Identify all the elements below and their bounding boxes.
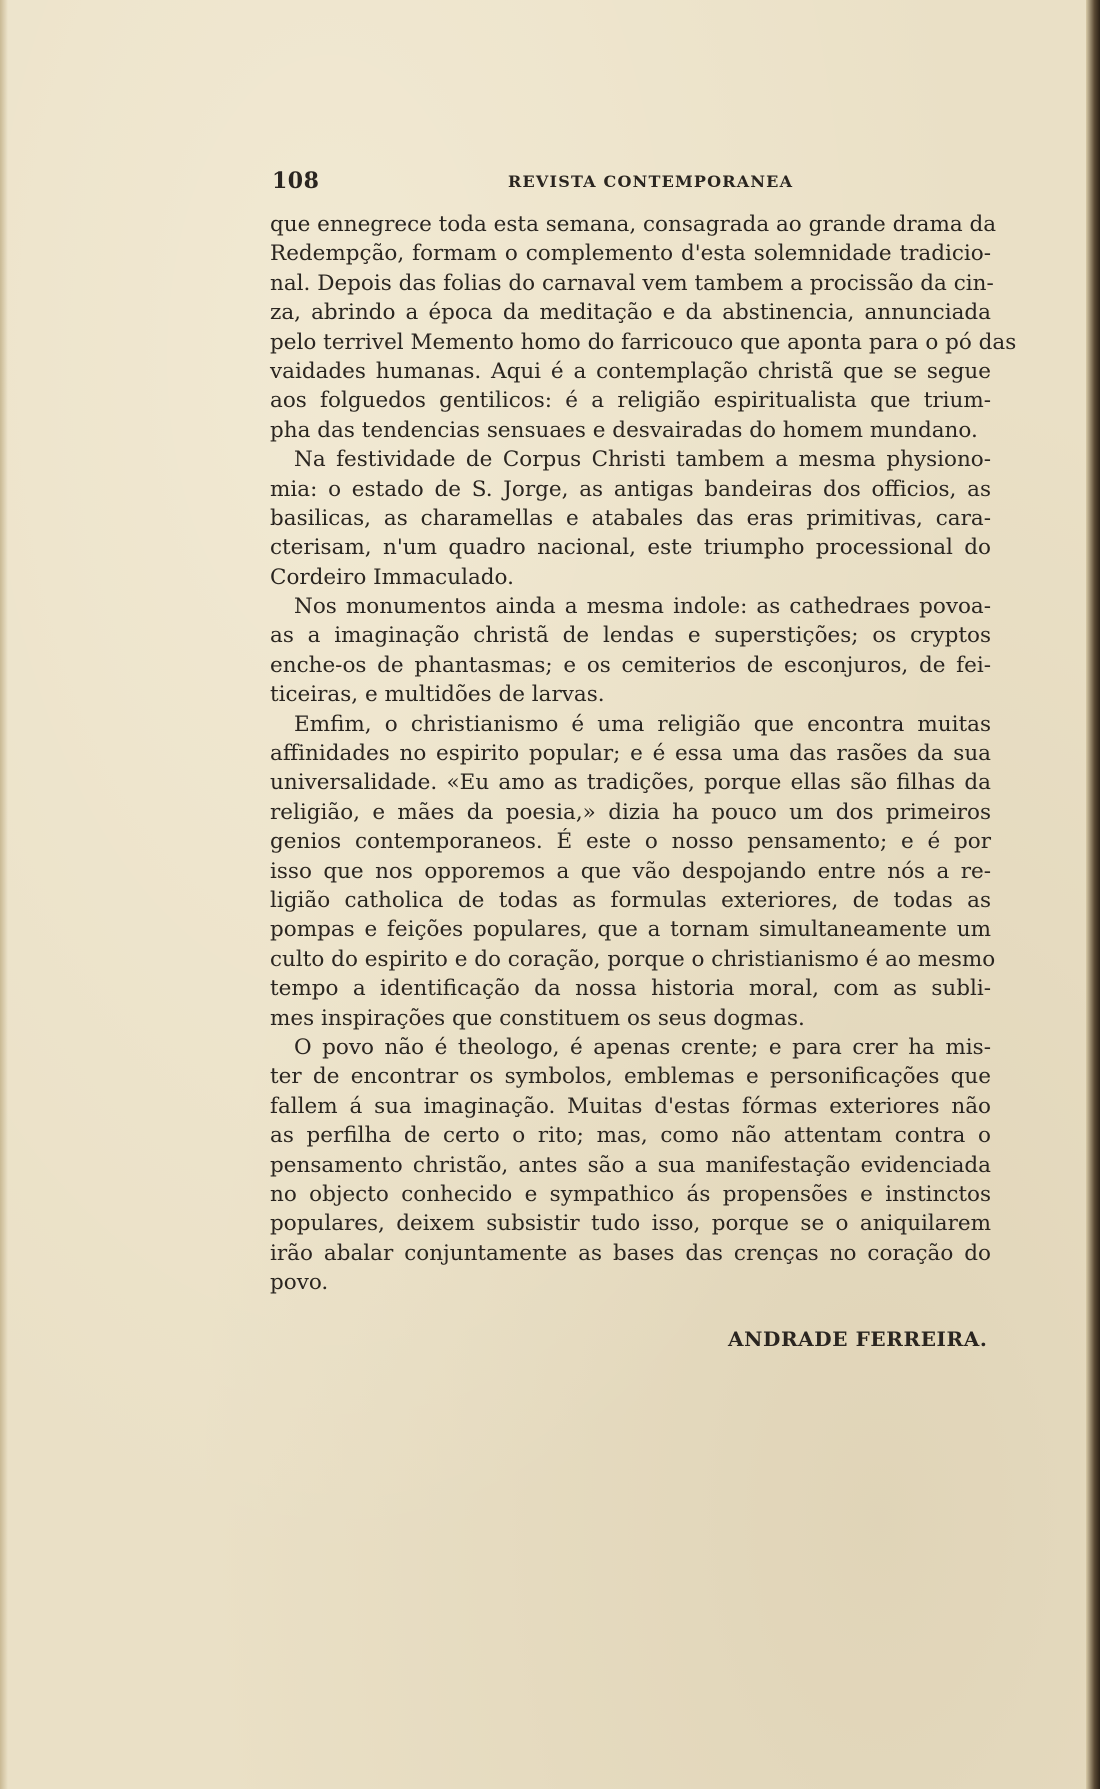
text-line: culto do espirito e do coração, porque o christianismo é ao mesmo xyxy=(270,946,996,972)
page-binding-edge xyxy=(1086,0,1100,1789)
text-line: nal. Depois das folias do carnaval vem tambem a procissão da cin- xyxy=(270,270,994,296)
text-line: Cordeiro Immaculado. xyxy=(270,564,514,590)
text-line: que ennegrece toda esta semana, consagrada ao grande drama da xyxy=(270,212,997,237)
author-signature: ANDRADE FERREIRA. xyxy=(728,1327,988,1351)
text-line: ticeiras, e multidões de larvas. xyxy=(270,682,605,708)
text-line: Redempção, formam o complemento d'esta solemnidade tradicio- xyxy=(270,241,991,267)
text-line: pha das tendencias sensuaes e desvairadas do homem mundano. xyxy=(270,417,978,443)
text-line: enche-os de phantasmas; e os cemiterios de esconjuros, de fei- xyxy=(270,652,991,678)
text-line: pensamento christão, antes são a sua manifestação evidenciada xyxy=(270,1152,991,1178)
text-line: pompas e feições populares, que a tornam simultaneamente um xyxy=(270,917,991,943)
text-line: mes inspirações que constituem os seus dogmas. xyxy=(270,1005,805,1031)
text-line: fallem á sua imaginação. Muitas d'estas fórmas exteriores não xyxy=(270,1093,991,1119)
text-line: universalidade. «Eu amo as tradições, porque ellas são filhas da xyxy=(270,770,991,796)
body-text xyxy=(270,210,1017,1297)
text-line: genios contemporaneos. É este o nosso pensamento; e é por xyxy=(270,829,991,855)
text-line: O povo não é theologo, é apenas crente; e para crer ha mis- xyxy=(294,1034,991,1060)
text-line: vaidades humanas. Aqui é a contemplação christã que se segue xyxy=(270,358,991,384)
text-line: basilicas, as charamellas e atabales das eras primitivas, cara- xyxy=(270,505,991,531)
text-line: mia: o estado de S. Jorge, as antigas bandeiras dos officios, as xyxy=(270,476,991,502)
text-line: ligião catholica de todas as formulas exteriores, de todas as xyxy=(270,887,991,913)
running-header xyxy=(272,168,992,196)
text-line: irão abalar conjuntamente as bases das crenças no coração do xyxy=(270,1240,991,1266)
text-line: ter de encontrar os symbolos, emblemas e personificações que xyxy=(270,1064,991,1090)
page-left-edge xyxy=(0,0,8,1789)
text-line: affinidades no espirito popular; e é essa uma das rasões da sua xyxy=(270,741,991,767)
running-title: REVISTA CONTEMPORANEA xyxy=(508,172,794,191)
text-line: pelo terrivel Memento homo do farricouco que aponta para o pó das xyxy=(270,329,1017,355)
text-line: Na festividade de Corpus Christi tambem a mesma physiono- xyxy=(294,447,991,473)
text-line: religião, e mães da poesia,» dizia ha pouco um dos primeiros xyxy=(270,799,991,825)
text-line: Nos monumentos ainda a mesma indole: as cathedraes povoa- xyxy=(294,594,991,620)
text-line: cterisam, n'um quadro nacional, este triumpho processional do xyxy=(270,535,991,561)
text-line: as a imaginação christã de lendas e superstições; os cryptos xyxy=(270,623,991,649)
text-line: povo. xyxy=(270,1270,329,1296)
text-line: za, abrindo a época da meditação e da abstinencia, annunciada xyxy=(270,300,991,326)
text-line: as perfilha de certo o rito; mas, como não attentam contra o xyxy=(270,1123,991,1149)
text-line: Emfim, o christianismo é uma religião que encontra muitas xyxy=(294,711,991,737)
text-line: aos folguedos gentilicos: é a religião espiritualista que trium- xyxy=(270,388,991,414)
text-line: populares, deixem subsistir tudo isso, porque se o aniquilarem xyxy=(270,1211,991,1237)
text-line: isso que nos opporemos a que vão despojando entre nós a re- xyxy=(270,858,991,884)
page-number: 108 xyxy=(272,168,320,194)
text-line: tempo a identificação da nossa historia moral, com as subli- xyxy=(270,976,991,1002)
text-line: no objecto conhecido e sympathico ás propensões e instinctos xyxy=(270,1181,991,1207)
